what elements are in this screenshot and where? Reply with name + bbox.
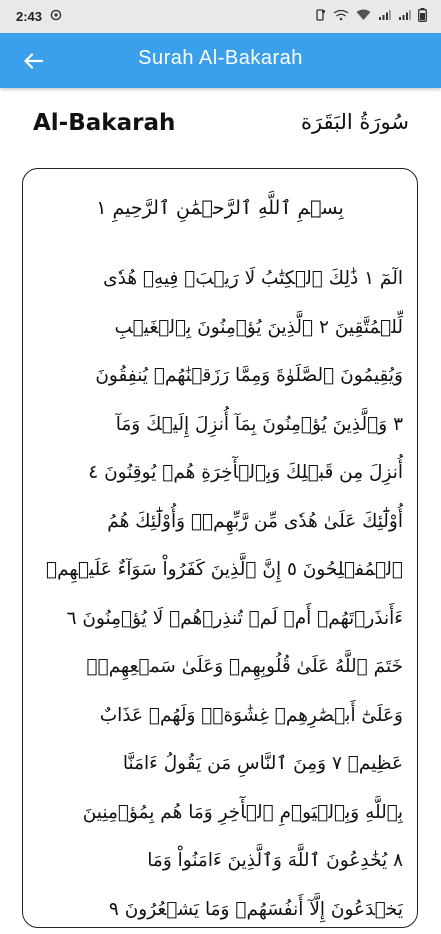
- signal-icon: [378, 9, 391, 24]
- verse-line: وَيُقِيمُونَ ٱلصَّلَوٰةَ وَمِمَّا رَزَقۡنَٰهُمۡ يُنفِقُونَ: [37, 352, 403, 401]
- verse-line: لِّلۡمُتَّقِينَ ٢ ٱلَّذِينَ يُؤۡمِنُونَ بِٱلۡغَيۡبِ: [37, 304, 403, 353]
- page-title: Surah Al-Bakarah: [0, 47, 441, 70]
- verse-line: خَتَمَ ٱللَّهُ عَلَىٰ قُلُوبِهِمۡ وَعَلَىٰ سَمۡعِهِمۡۖ: [37, 643, 403, 692]
- verse-line: أُوْلَٰٓئِكَ عَلَىٰ هُدٗى مِّن رَّبِّهِمۡۖ وَأُوْلَٰٓئِكَ هُمُ: [37, 498, 403, 547]
- verse-line: وَعَلَىٰٓ أَبۡصَٰرِهِمۡ غِشَٰوَةٞۖ وَلَهُمۡ عَذَابٌ: [37, 692, 403, 741]
- surah-name-arabic: سُورَةُ البَقَرَة: [301, 110, 409, 134]
- verse-line: عَظِيمٞ ٧ وَمِنَ ٱلنَّاسِ مَن يَقُولُ ءَامَنَّا: [37, 740, 403, 789]
- verse-line: الٓمٓ ١ ذَٰلِكَ ٱلۡكِتَٰبُ لَا رَيۡبَۛ فِيهِۛ هُدٗى: [37, 255, 403, 304]
- status-time: 2:43: [16, 9, 42, 24]
- basmala: بِسۡمِ ٱللَّهِ ٱلرَّحۡمَٰنِ ٱلرَّحِيمِ ١: [23, 197, 417, 219]
- verse-line: ٣ وَٱلَّذِينَ يُؤۡمِنُونَ بِمَآ أُنزِلَ إِلَيۡكَ وَمَآ: [37, 401, 403, 450]
- status-right: [314, 8, 427, 25]
- phone-notification-icon: [314, 9, 326, 24]
- vowifi-icon: [333, 9, 349, 24]
- status-left: [16, 9, 62, 24]
- verse-line: ٨ يُخَٰدِعُونَ ٱللَّهَ وَٱلَّذِينَ ءَامَنُواْ وَمَا: [37, 837, 403, 886]
- status-bar: [0, 0, 441, 33]
- verse-line: يَخۡدَعُونَ إِلَّآ أَنفُسَهُمۡ وَمَا يَشۡعُرُونَ ٩: [37, 886, 403, 934]
- verse-line: ٱلۡمُفۡلِحُونَ ٥ إِنَّ ٱلَّذِينَ كَفَرُواْ سَوَآءٌ عَلَيۡهِمۡ: [37, 546, 403, 595]
- surah-name-latin: Al-Bakarah: [33, 110, 175, 136]
- verse-line: ءَأَنذَرۡتَهُمۡ أَمۡ لَمۡ تُنذِرۡهُمۡ لَا يُؤۡمِنُونَ ٦: [37, 595, 403, 644]
- verse-line: بِٱللَّهِ وَبِٱلۡيَوۡمِ ٱلۡأٓخِرِ وَمَا هُم بِمُؤۡمِنِينَ: [37, 789, 403, 838]
- verse-card[interactable]: [22, 168, 418, 928]
- whatsapp-icon: [50, 9, 62, 24]
- app-bar: [0, 33, 441, 88]
- verse-line: أُنزِلَ مِن قَبۡلِكَ وَبِٱلۡأٓخِرَةِ هُمۡ يُوقِنُونَ ٤: [37, 449, 403, 498]
- wifi-icon: [356, 9, 371, 24]
- battery-icon: [418, 8, 427, 25]
- verse-text: [37, 255, 403, 934]
- surah-header: [0, 106, 441, 146]
- signal-icon: [398, 9, 411, 24]
